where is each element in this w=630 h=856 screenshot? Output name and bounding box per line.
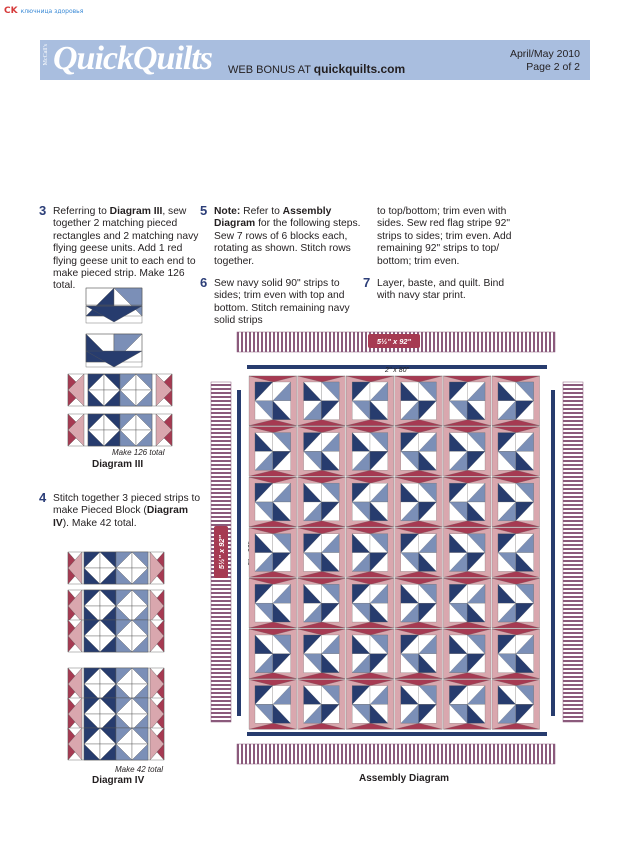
inner-left-strip xyxy=(237,390,241,716)
step-5: 5 Note: Refer to Assembly Diagram for the following steps. Sew 7 rows of 6 blocks each, rotating as shown. Stitch rows together. xyxy=(200,203,361,267)
assembly-diagram-label: Assembly Diagram xyxy=(359,773,450,784)
side-border-label: 5½" x 92" xyxy=(217,534,226,570)
bottom-border-strip xyxy=(237,744,555,764)
assembly-diagram xyxy=(205,328,595,768)
inner-top-label: 2" x 80" xyxy=(384,367,410,374)
step-6-continued: to top/bottom; trim even with sides. Sew red flag stripe 92" strips to sides; trim even. Add remaining 92" strips to top/ bottom; trim even. xyxy=(377,206,512,267)
issue-info xyxy=(470,48,580,74)
step-4: 4 Stitch together 3 pieced strips to make Pieced Block (Diagram IV). Make 42 total. xyxy=(39,490,201,529)
diagram-iii-label: Diagram III xyxy=(92,459,144,470)
bonus-link[interactable]: quickquilts.com xyxy=(313,62,406,76)
diagram-iv xyxy=(60,548,180,768)
diagram-iii xyxy=(60,284,180,454)
inner-right-strip xyxy=(551,390,555,716)
step-7: 7 Layer, baste, and quilt. Bind with navy star print. xyxy=(363,275,505,302)
top-border-label: 5½" x 92" xyxy=(376,337,412,346)
page-number: Page 2 of 2 xyxy=(526,61,580,73)
brand-logo: QuickQuilts xyxy=(53,40,213,77)
step-3: 3 Referring to Diagram III, sew together 2 matching pieced rectangles and 2 matching navy flying geese units. Add 1 red flying geese unit to each end to make pieced strip. Make 126 total. xyxy=(39,203,199,292)
diagram-iv-label: Diagram IV xyxy=(92,775,145,786)
diagram-iii-caption: Make 126 total xyxy=(112,448,165,457)
step-6: 6 Sew navy solid 90" strips to sides; trim even with top and bottom. Stitch remaining navy solid strips xyxy=(200,275,350,327)
right-border-strip xyxy=(563,382,583,722)
watermark: CK ключница здоровья xyxy=(4,6,84,16)
diagram-iv-caption: Make 42 total xyxy=(115,765,164,774)
issue-date: April/May 2010 xyxy=(509,48,580,60)
brand-prefix: McCall's xyxy=(43,44,49,66)
web-bonus: WEB BONUS AT quickquilts.com xyxy=(228,62,406,76)
inner-bottom-strip xyxy=(247,732,547,736)
